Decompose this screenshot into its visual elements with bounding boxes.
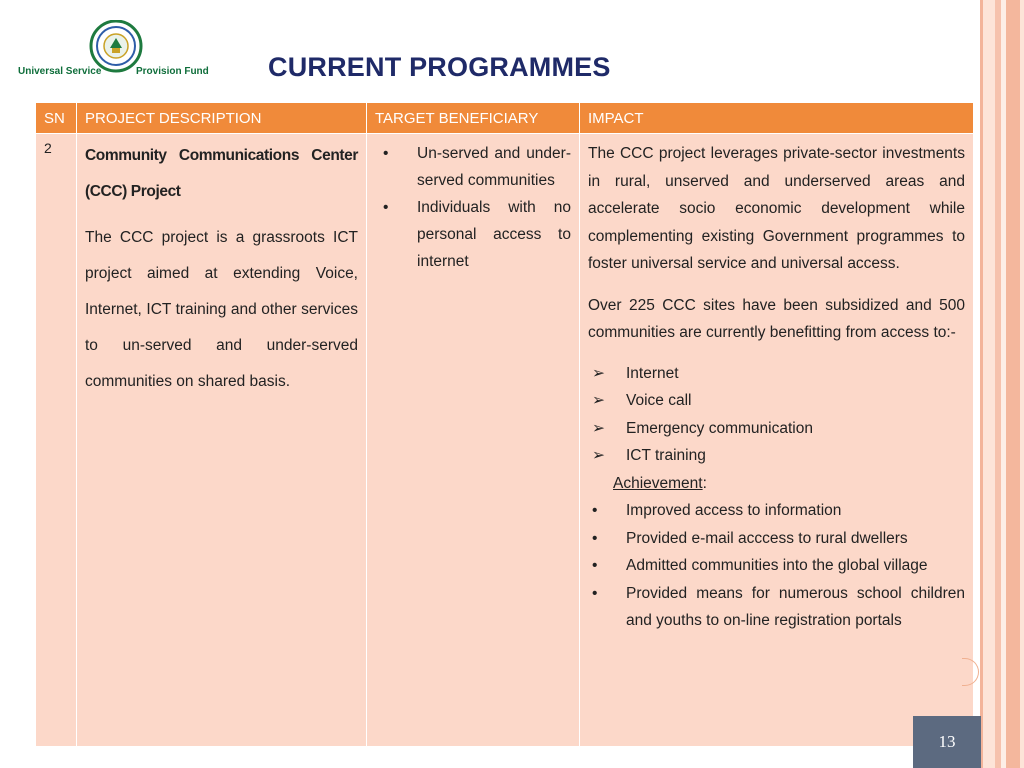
arrow-bullet-icon: ➢ [592, 419, 605, 437]
project-description-cell [77, 134, 367, 747]
logo-text-left: Universal Service [18, 66, 102, 77]
programmes-table [35, 102, 974, 747]
bullet-icon: • [592, 557, 598, 574]
impact-cell [580, 134, 974, 747]
list-item: • Improved access to information [588, 497, 965, 525]
bullet-icon: • [592, 584, 598, 602]
access-list [588, 360, 965, 470]
list-item: ➢ Emergency communication [588, 415, 965, 443]
bullet-icon: • [383, 145, 389, 162]
arrow-bullet-icon: ➢ [592, 364, 605, 382]
bullet-icon: • [592, 502, 598, 519]
list-item: • Admitted communities into the global village [588, 552, 965, 580]
target-beneficiary-cell [367, 134, 580, 747]
achievement-heading: Achievement: [613, 474, 707, 492]
impact-paragraph-2: Over 225 CCC sites have been subsidized and 500 communities are currently benefitting from access to:- [588, 296, 965, 341]
achievement-list [588, 497, 965, 635]
list-item: • Individuals with no personal access to internet [379, 194, 571, 275]
usf-logo [16, 20, 209, 80]
list-item: • Un-served and under-served communities [379, 140, 571, 194]
bullet-icon: • [383, 199, 389, 216]
header-sn: SN [36, 103, 77, 134]
arrow-bullet-icon: ➢ [592, 392, 605, 409]
header-project-description: PROJECT DESCRIPTION [77, 103, 367, 134]
project-title: Community Communications Center (CCC) Project [85, 147, 358, 200]
decorative-arc [962, 658, 979, 686]
list-item: • Provided means for numerous school children and youths to on-line registration portals [588, 580, 965, 635]
sn-cell: 2 [36, 134, 77, 747]
page-number: 13 [913, 716, 981, 768]
page-title: CURRENT PROGRAMMES [268, 52, 611, 82]
logo-text-right: Provision Fund [136, 66, 209, 77]
decorative-side-stripes [980, 0, 1024, 768]
header-target-beneficiary: TARGET BENEFICIARY [367, 103, 580, 134]
bullet-icon: • [592, 529, 598, 547]
arrow-bullet-icon: ➢ [592, 447, 605, 464]
impact-paragraph-1: The CCC project leverages private-sector investments in rural, unserved and underserved areas and accelerate socio economic development while complementing existing Government programmes to foster universal service and universal access. [588, 145, 965, 272]
project-body: The CCC project is a grassroots ICT project aimed at extending Voice, Internet, ICT training and other services to un-served and under-served communities on shared basis. [85, 229, 358, 390]
list-item: ➢ ICT training [588, 442, 965, 470]
header-impact: IMPACT [580, 103, 974, 134]
table-header-row [36, 103, 974, 134]
list-item: • Provided e-mail acccess to rural dwellers [588, 525, 965, 553]
list-item: ➢ Voice call [588, 387, 965, 415]
list-item: ➢ Internet [588, 360, 965, 388]
table-row [36, 134, 974, 747]
